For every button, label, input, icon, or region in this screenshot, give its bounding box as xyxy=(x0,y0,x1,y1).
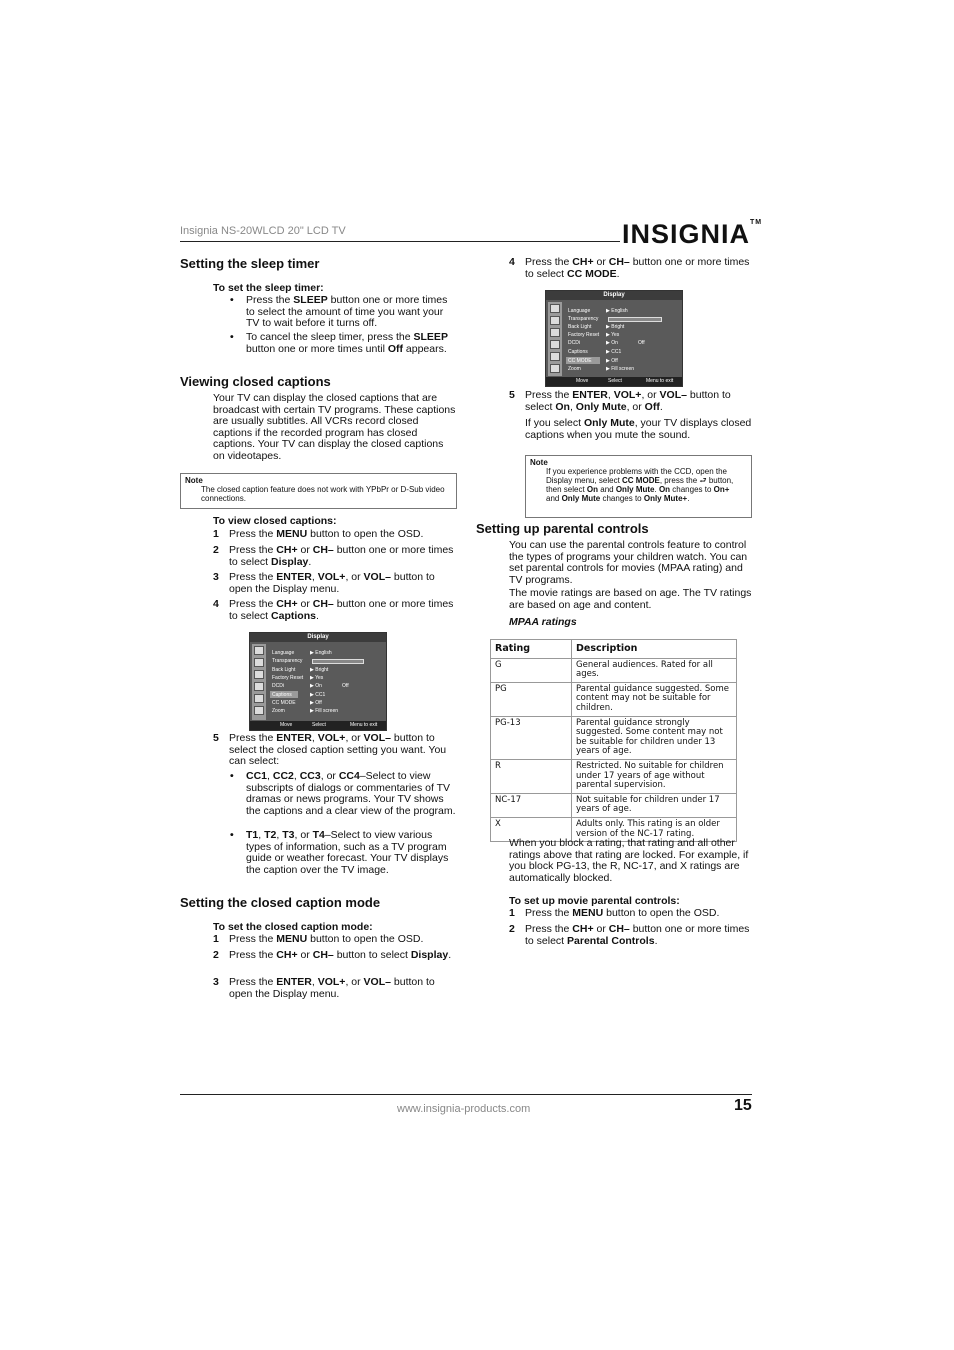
description-cell: Restricted. No suitable for children under 17 years of age without parental supervision. xyxy=(572,759,737,793)
osd-row: Zoom xyxy=(272,708,285,714)
step-ccmode-3: 3 Press the ENTER, VOL+, or VOL– button to open the Display menu. xyxy=(213,976,435,1000)
step-ccmode-1: 1 Press the MENU button to open the OSD. xyxy=(213,933,424,945)
osd-footer xyxy=(250,721,386,730)
osd-value: ▶ Off xyxy=(310,700,322,706)
setup-icon xyxy=(254,682,264,691)
osd-footer-move: Move xyxy=(280,722,293,728)
note-text: The closed caption feature does not work with YPbPr or D-Sub video connections. xyxy=(201,485,445,503)
osd-value: ▶ Bright xyxy=(310,667,329,673)
osd-value: ▶ On xyxy=(310,683,322,689)
step-view-1: 1 Press the MENU button to open the OSD. xyxy=(213,528,424,540)
osd-row: DCDi xyxy=(272,683,284,689)
osd-row: Transparency xyxy=(568,316,599,322)
rating-cell: G xyxy=(491,658,572,682)
section-title-parental: Setting up parental controls xyxy=(476,521,649,536)
table-row xyxy=(491,759,737,793)
osd-row: Captions xyxy=(568,349,588,355)
note-box-cc xyxy=(180,473,457,509)
bullet-dot: • xyxy=(230,294,234,306)
running-header: Insignia NS-20WLCD 20" LCD TV xyxy=(180,225,346,237)
only-mute-paragraph: If you select Only Mute, your TV displays closed captions when you mute the sound. xyxy=(525,417,752,441)
footer-rule xyxy=(180,1094,752,1095)
bullet-dot: • xyxy=(230,829,234,841)
table-caption: MPAA ratings xyxy=(509,616,577,628)
bullet-t-options: • T1, T2, T3, or T4–Select to view various types of information, such as a TV program guide or weather forecast. Your TV displays the caption over the TV image. xyxy=(230,829,449,876)
step-view-3: 3 Press the ENTER, VOL+, or VOL– button to open the Display menu. xyxy=(213,571,435,595)
subheading-view-cc: To view closed captions: xyxy=(213,515,337,527)
section-title-cc-mode: Setting the closed caption mode xyxy=(180,895,381,910)
column-header-description: Description xyxy=(572,640,737,659)
viewing-intro: Your TV can display the closed captions that are broadcast with certain TV programs. These captions are usually subtitles. All VCRs record closed captions if the recorded program has closed captions. Your TV can display the closed captions on videotapes. xyxy=(213,392,456,462)
subheading-sleep: To set the sleep timer: xyxy=(213,282,324,294)
osd-footer-exit: Menu to exit xyxy=(646,378,674,384)
audio-icon xyxy=(254,658,264,667)
osd-row: Back Light xyxy=(568,324,592,330)
subheading-parental: To set up movie parental controls: xyxy=(509,895,680,907)
bullet-cc-options: • CC1, CC2, CC3, or CC4–Select to view subscripts of dialogs or commentaries of TV dramas or news programs. Your TV shows the captions and a clear view of the program. xyxy=(230,770,456,817)
bullet-dot: • xyxy=(230,770,234,782)
enter-button-icon: ⮐ xyxy=(699,476,707,485)
osd-value: ▶ English xyxy=(606,308,628,314)
parental-intro: You can use the parental controls feature to control the types of programs your children watch. You can set parental controls for movies (MPAA rating) and TV programs. xyxy=(509,539,748,586)
bullet-sleep-2: • To cancel the sleep timer, press the SLEEP button one or more times until Off appears. xyxy=(230,331,448,355)
note-label: Note xyxy=(530,458,548,467)
step-parental-2: 2 Press the CH+ or CH– button one or more times to select Parental Controls. xyxy=(509,923,750,947)
rating-cell: PG-13 xyxy=(491,716,572,759)
osd-row: Back Light xyxy=(272,667,296,673)
rating-cell: NC-17 xyxy=(491,793,572,817)
step-view-2: 2 Press the CH+ or CH– button one or more times to select Display. xyxy=(213,544,454,568)
rating-cell: X xyxy=(491,817,572,841)
display-icon xyxy=(254,694,264,703)
osd-row: Captions xyxy=(272,692,292,698)
osd-row: Zoom xyxy=(568,366,581,372)
description-cell: Adults only. This rating is an older version of the NC-17 rating. xyxy=(572,817,737,841)
table-row xyxy=(491,658,737,682)
osd-footer-move: Move xyxy=(576,378,589,384)
step-view-4: 4 Press the CH+ or CH– button one or more times to select Captions. xyxy=(213,598,454,622)
picture-icon xyxy=(254,646,264,655)
table-header-row xyxy=(491,640,737,659)
parental-icon xyxy=(550,364,560,373)
step-parental-1: 1 Press the MENU button to open the OSD. xyxy=(509,907,720,919)
footer-url: www.insignia-products.com xyxy=(397,1103,531,1115)
osd-value: ▶ Off xyxy=(606,358,618,364)
setup-icon xyxy=(550,340,560,349)
logo-text: INSIGNIA xyxy=(622,219,751,249)
osd-value: ▶ Yes xyxy=(606,332,620,338)
blocking-explanation: When you block a rating, that rating and all other ratings above that rating are locked. For example, if you block PG-13, the R, NC-17, and X ratings are automatically blocked. xyxy=(509,837,749,884)
trademark: TM xyxy=(750,219,763,226)
osd-row: Factory Reset xyxy=(568,332,600,338)
table-row xyxy=(491,682,737,716)
osd-value: ▶ CC1 xyxy=(310,692,326,698)
osd-value: ▶ Fill screen xyxy=(606,366,635,372)
column-header-rating: Rating xyxy=(491,640,572,659)
osd-value: ▶ Bright xyxy=(606,324,625,330)
table-row xyxy=(491,716,737,759)
step-view-5: 5 Press the ENTER, VOL+, or VOL– button to select the closed caption setting you want. You can select: xyxy=(213,732,447,768)
parental-ratings-note: The movie ratings are based on age. The TV ratings are based on age and content. xyxy=(509,587,752,611)
subheading-cc-mode: To set the closed caption mode: xyxy=(213,921,373,933)
osd-off-label: Off xyxy=(342,683,349,689)
display-icon xyxy=(550,352,560,361)
osd-display-menu-captions xyxy=(249,632,387,731)
note-text: If you experience problems with the CCD, open the Display menu, select CC MODE, press the ⮐ button, then select On and Only Mute. On changes to On+ and Only Mute changes to Only Mute+. xyxy=(546,467,734,503)
audio-icon xyxy=(550,316,560,325)
step-ccmode-4: 4 Press the CH+ or CH– button one or more times to select CC MODE. xyxy=(509,256,750,280)
parental-icon xyxy=(254,706,264,715)
description-cell: Not suitable for children under 17 years of age. xyxy=(572,793,737,817)
channel-icon xyxy=(550,328,560,337)
osd-row: Factory Reset xyxy=(272,675,304,681)
insignia-logo xyxy=(622,219,762,250)
osd-value: ▶ On xyxy=(606,340,618,346)
bullet-sleep-1: • Press the SLEEP button one or more times to select the amount of time you want your TV to wait before it turns off. xyxy=(230,294,448,330)
page-number: 15 xyxy=(734,1097,752,1114)
osd-row: CC MODE xyxy=(272,700,296,706)
description-cell: Parental guidance strongly suggested. Some content may not be suitable for children under 13 years of age. xyxy=(572,716,737,759)
note-label: Note xyxy=(185,476,203,485)
osd-footer-select: Select xyxy=(608,378,622,384)
osd-transparency-bar xyxy=(608,317,662,322)
note-box-ccd xyxy=(525,455,752,518)
osd-value: ▶ Yes xyxy=(310,675,324,681)
section-title-sleep-timer: Setting the sleep timer xyxy=(180,256,320,271)
osd-icon-column xyxy=(548,302,562,376)
osd-footer-select: Select xyxy=(312,722,326,728)
osd-title: Display xyxy=(250,633,386,642)
osd-value: ▶ English xyxy=(310,650,332,656)
osd-row: Transparency xyxy=(272,658,303,664)
table-row xyxy=(491,793,737,817)
osd-display-menu-ccmode xyxy=(545,290,683,387)
osd-transparency-bar xyxy=(312,659,364,664)
osd-row: DCDi xyxy=(568,340,580,346)
rating-cell: PG xyxy=(491,682,572,716)
mpaa-ratings-table xyxy=(490,639,737,842)
osd-off-label: Off xyxy=(638,340,645,346)
rating-cell: R xyxy=(491,759,572,793)
osd-icon-column xyxy=(252,644,266,720)
osd-row: Language xyxy=(272,650,295,656)
picture-icon xyxy=(550,304,560,313)
step-ccmode-2: 2 Press the CH+ or CH– button to select Display. xyxy=(213,949,452,961)
description-cell: General audiences. Rated for all ages. xyxy=(572,658,737,682)
osd-row: CC MODE xyxy=(568,358,592,364)
osd-row: Language xyxy=(568,308,591,314)
osd-value: ▶ Fill screen xyxy=(310,708,339,714)
channel-icon xyxy=(254,670,264,679)
description-cell: Parental guidance suggested. Some content may not be suitable for children. xyxy=(572,682,737,716)
osd-footer xyxy=(546,377,682,386)
step-ccmode-5: 5 Press the ENTER, VOL+, or VOL– button to select On, Only Mute, or Off. xyxy=(509,389,731,413)
bullet-dot: • xyxy=(230,331,234,343)
section-title-viewing-cc: Viewing closed captions xyxy=(180,374,331,389)
header-rule xyxy=(180,241,620,242)
osd-footer-exit: Menu to exit xyxy=(350,722,378,728)
osd-value: ▶ CC1 xyxy=(606,349,622,355)
osd-title: Display xyxy=(546,291,682,300)
